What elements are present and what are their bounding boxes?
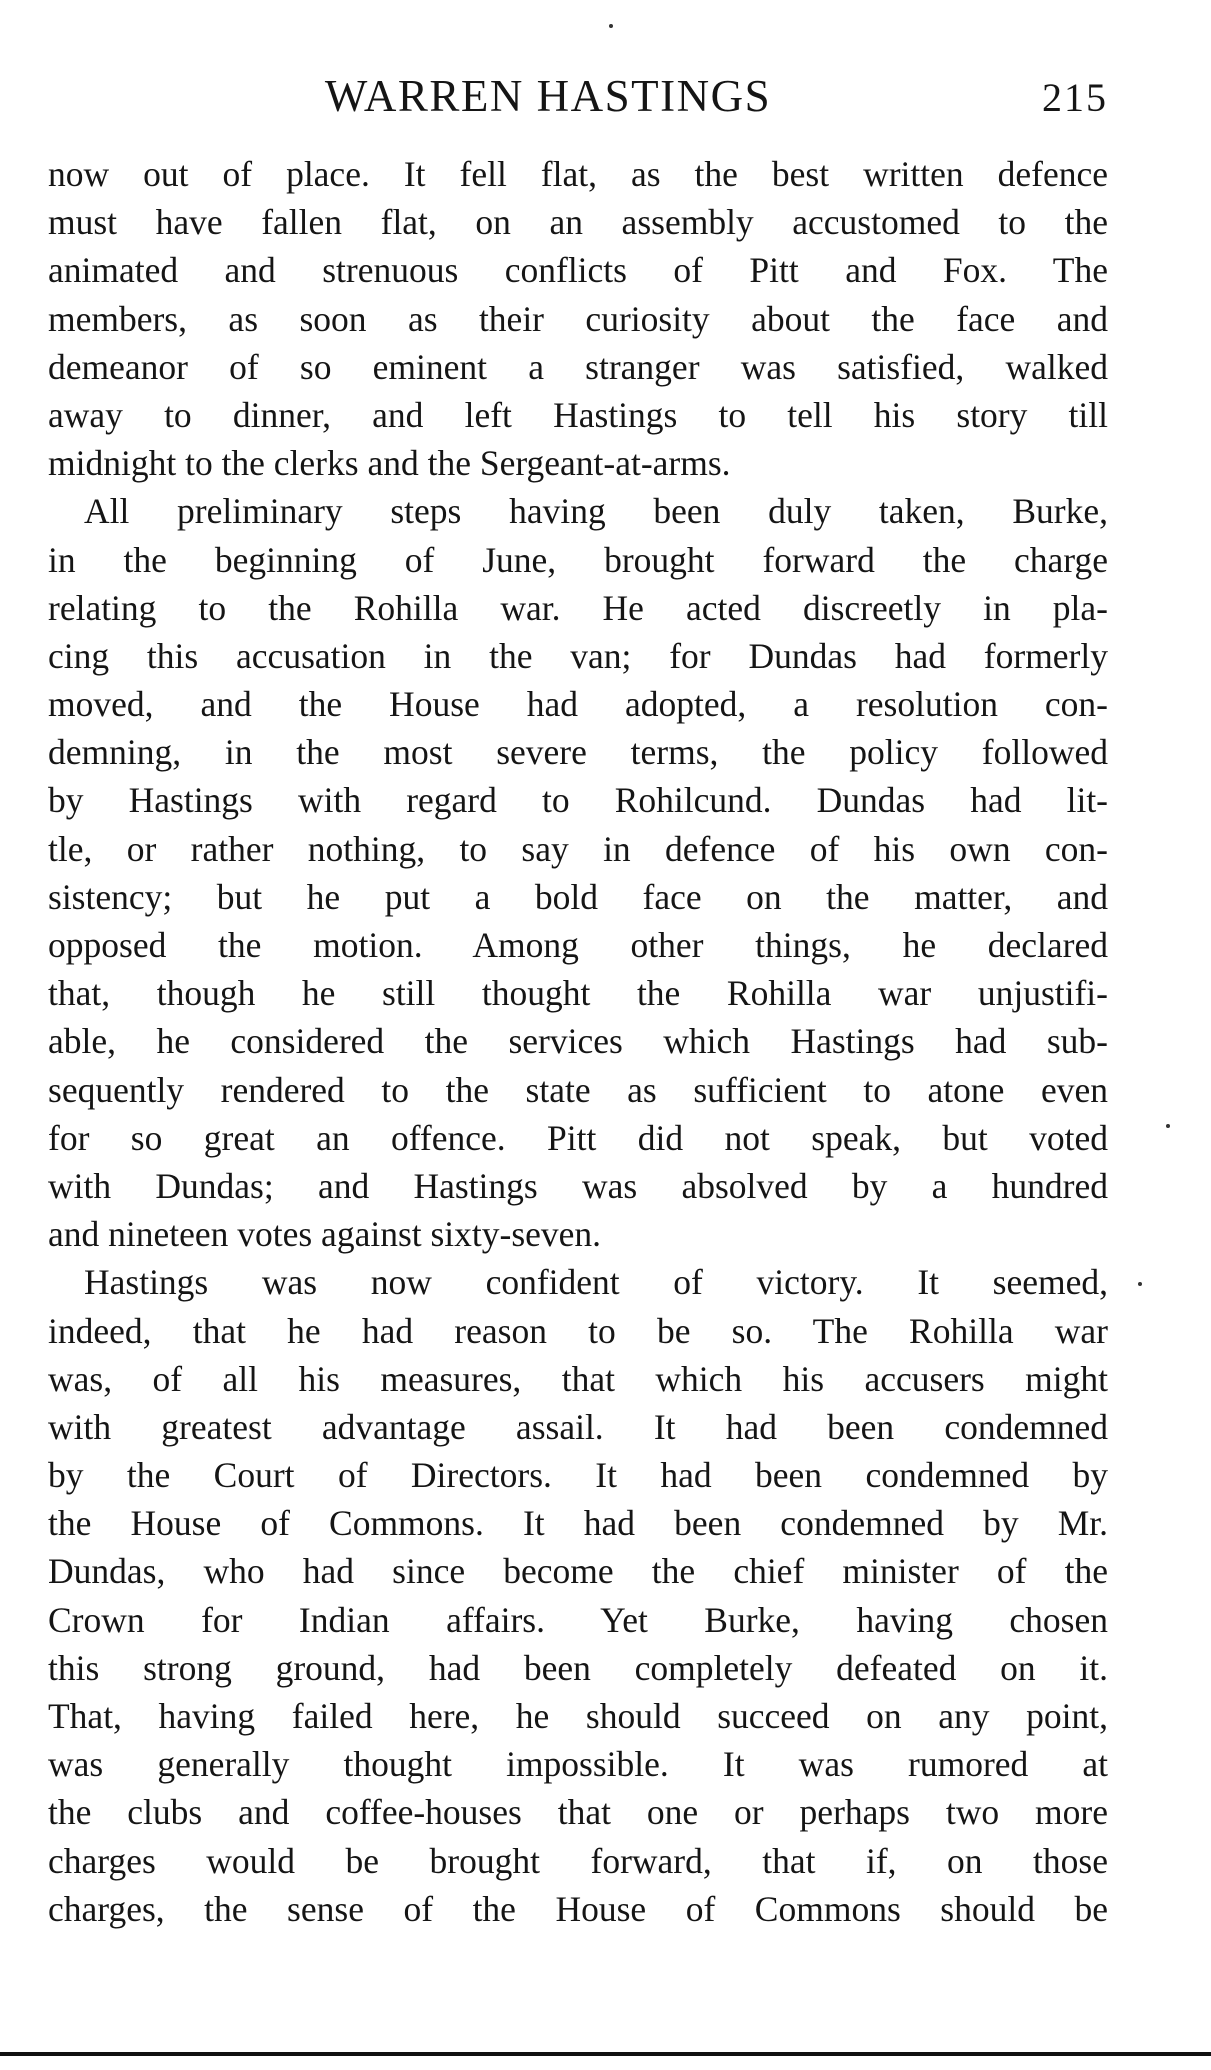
text-line: members, as soon as their curiosity about the face and	[48, 298, 1108, 339]
text-line: was, of all his measures, that which his accusers might	[48, 1358, 1108, 1399]
text-line: relating to the Rohilla war. He acted discreetly in pla-	[48, 587, 1108, 628]
text-line: away to dinner, and left Hastings to tell his story till	[48, 394, 1108, 435]
scan-speck	[1166, 1124, 1170, 1128]
page-number: 215	[1042, 75, 1108, 120]
text-line: sistency; but he put a bold face on the matter, and	[48, 876, 1108, 917]
scan-speck	[1138, 1282, 1142, 1286]
text-line: this strong ground, had been completely defeated on it.	[48, 1647, 1108, 1688]
text-line: tle, or rather nothing, to say in defence of his own con-	[48, 828, 1108, 869]
text-line: midnight to the clerks and the Sergeant-at-arms.	[48, 443, 731, 484]
text-line: animated and strenuous conflicts of Pitt and Fox. The	[48, 250, 1108, 291]
text-line: All preliminary steps having been duly taken, Burke,	[84, 491, 1108, 532]
text-line: Hastings was now confident of victory. It seemed,	[84, 1262, 1108, 1303]
text-line: charges, the sense of the House of Commons should be	[48, 1888, 1108, 1929]
text-line: opposed the motion. Among other things, he declared	[48, 925, 1108, 965]
paragraph-2	[48, 487, 1108, 1258]
text-line: demning, in the most severe terms, the policy followed	[48, 732, 1108, 773]
bottom-rule	[0, 2052, 1211, 2056]
text-line: Dundas, who had since become the chief minister of the	[48, 1551, 1108, 1592]
text-line: must have fallen flat, on an assembly accustomed to the	[48, 202, 1108, 243]
body-text	[48, 150, 1108, 1933]
text-line: sequently rendered to the state as sufficient to atone even	[48, 1069, 1108, 1110]
text-line: that, though he still thought the Rohilla war unjustifi-	[48, 973, 1108, 1014]
paragraph-1	[48, 150, 1108, 487]
page-header	[48, 66, 1108, 126]
scan-speck	[609, 24, 613, 28]
paragraph-3	[48, 1258, 1108, 1933]
text-line: in the beginning of June, brought forward the charge	[48, 539, 1108, 580]
text-line: by Hastings with regard to Rohilcund. Dundas had lit-	[48, 780, 1108, 821]
text-line: now out of place. It fell flat, as the best written defence	[48, 154, 1108, 194]
text-line: moved, and the House had adopted, a resolution con-	[48, 684, 1108, 725]
text-line: Crown for Indian affairs. Yet Burke, having chosen	[48, 1599, 1108, 1640]
text-line: able, he considered the services which Hastings had sub-	[48, 1021, 1108, 1062]
text-line: That, having failed here, he should succeed on any point,	[48, 1696, 1108, 1736]
text-line: with Dundas; and Hastings was absolved by a hundred	[48, 1165, 1108, 1206]
text-line: and nineteen votes against sixty-seven.	[48, 1214, 602, 1255]
text-line: was generally thought impossible. It was rumored at	[48, 1744, 1108, 1785]
text-line: charges would be brought forward, that if, on those	[48, 1840, 1108, 1881]
text-line: the clubs and coffee-houses that one or perhaps two more	[48, 1792, 1108, 1833]
text-line: the House of Commons. It had been condemned by Mr.	[48, 1503, 1108, 1544]
text-line: by the Court of Directors. It had been condemned by	[48, 1455, 1108, 1496]
text-line: with greatest advantage assail. It had been condemned	[48, 1406, 1108, 1447]
text-line: demeanor of so eminent a stranger was satisfied, walked	[48, 346, 1108, 387]
text-line: indeed, that he had reason to be so. The Rohilla war	[48, 1310, 1108, 1351]
text-line: cing this accusation in the van; for Dundas had formerly	[48, 635, 1108, 676]
text-line: for so great an offence. Pitt did not speak, but voted	[48, 1117, 1108, 1158]
running-title: WARREN HASTINGS	[324, 71, 772, 121]
